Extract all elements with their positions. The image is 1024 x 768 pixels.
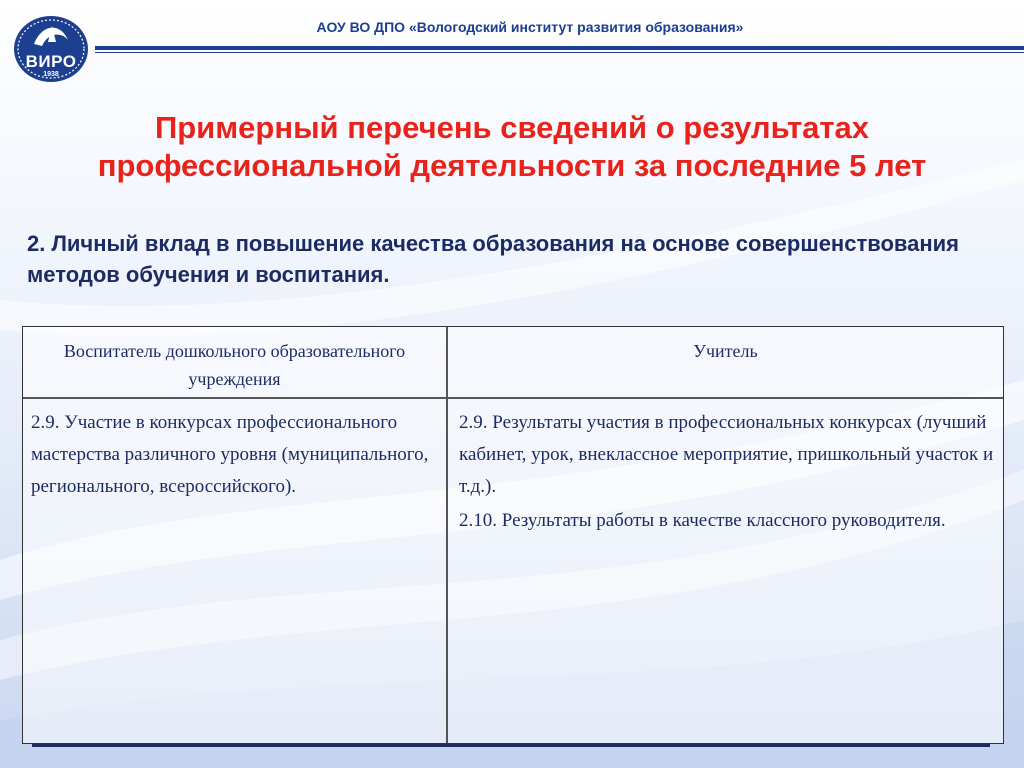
column-divider bbox=[446, 327, 448, 743]
preschool-item: 2.9. Участие в конкурсах профессионального мастерства различного уровня (муниципального, регионального, всероссийского). bbox=[31, 412, 429, 497]
preschool-cell bbox=[31, 407, 441, 505]
column-header-preschool: Воспитатель дошкольного образовательного учреждения bbox=[63, 341, 406, 389]
viro-logo bbox=[12, 14, 90, 84]
teacher-item: 2.9. Результаты участия в профессиональных конкурсах (лучший кабинет, урок, внеклассное мероприятие, пришкольный участок и т.д.). bbox=[459, 412, 994, 497]
column-header-teacher: Учитель bbox=[693, 341, 758, 361]
teacher-cell bbox=[459, 407, 999, 539]
page-title: Примерный перечень сведений о результатах профессиональной деятельности за последние 5 лет bbox=[97, 110, 927, 183]
bottom-divider bbox=[32, 744, 990, 747]
logo-text: ВИРО bbox=[25, 52, 77, 71]
teacher-item: 2.10. Результаты работы в качестве классного руководителя. bbox=[459, 510, 946, 531]
section-subtitle: 2. Личный вклад в повышение качества образования на основе совершенствования методов обучения и воспитания. bbox=[27, 231, 960, 287]
organization-name: АОУ ВО ДПО «Вологодский институт развития образования» bbox=[316, 19, 744, 35]
logo-year: 1938 bbox=[43, 71, 59, 78]
header-divider bbox=[95, 46, 1024, 50]
header-row-divider bbox=[23, 397, 1003, 399]
header-divider-thin bbox=[95, 52, 1024, 53]
comparison-table bbox=[22, 326, 1004, 744]
